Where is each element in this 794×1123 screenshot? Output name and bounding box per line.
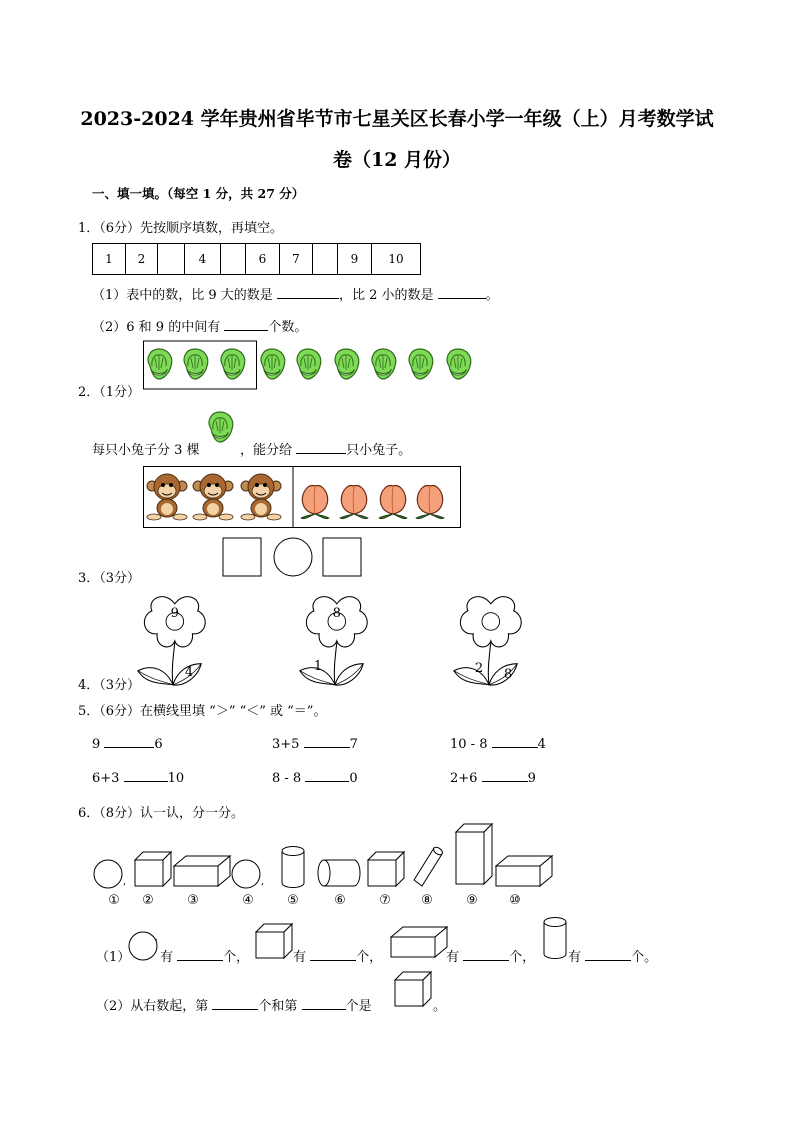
monkey-peach-picture [143,466,461,528]
q1-sub1: （1）表中的数，比 9 大的数是 ，比 2 小的数是 。 [92,284,499,303]
q2-text-a: 每只小兔子分 3 棵 [92,443,200,458]
answer-shapes [222,536,364,578]
q6-cuboid-count: 有 个， [446,946,535,965]
q2-text-b: ，能分给 只小兔子。 [240,439,411,458]
answer-blank[interactable] [104,734,154,748]
cylinder-icon [543,916,569,964]
cabbage-picture [143,340,485,390]
flower-leaf-number: 2 [474,661,484,676]
shape-number-label: ⑧ [421,893,433,908]
seq-cell: 4 [185,244,221,275]
shape-number-label: ① [108,893,120,908]
seq-cell: 9 [338,244,372,275]
compare-item: 8 - 8 0 [272,768,358,786]
q6-cube-count: 有 个， [293,946,382,965]
cube-icon [394,970,434,1010]
shape-number-label: ⑩ [509,893,521,908]
answer-box-square[interactable] [223,538,261,576]
seq-cell: 10 [372,244,421,275]
q6-stem: 6．（8分）认一认，分一分。 [78,806,245,821]
q1-stem: 1．（6分）先按顺序填数，再填空。 [78,221,284,236]
answer-blank[interactable] [302,996,346,1010]
cube-shape [368,852,404,886]
sphere-shape [232,860,260,888]
cuboid-shape [496,856,552,886]
flower-leaf-number: 1 [313,659,323,674]
shape-number-label: ⑦ [379,893,391,908]
shape-number-label: ② [142,893,154,908]
cube-shape [135,852,171,886]
seq-cell [158,244,185,275]
shape-number-label: ⑥ [334,893,346,908]
compare-item: 3+5 7 [272,734,358,752]
compare-item: 6+3 10 [92,768,184,786]
number-sequence-table [92,243,421,275]
seq-cell: 2 [126,244,158,275]
cylinder-shape [282,847,304,888]
flower-center-number: 8 [332,606,341,621]
rod-shape [414,846,444,886]
q1-sub2: （2）6 和 9 的中间有 个数。 [92,316,307,335]
q6-sub1-prefix: （1） [96,950,131,965]
seq-cell: 7 [280,244,313,275]
compare-item: 2+6 9 [450,768,536,786]
seq-cell: 6 [246,244,280,275]
shape-number-label: ③ [187,893,199,908]
answer-blank[interactable] [277,285,339,299]
answer-blank[interactable] [305,768,349,782]
shape-number-label: ④ [242,893,254,908]
q6-cylinder-count: 有 个。 [568,946,657,965]
svg-text:,: , [123,876,127,887]
sphere-shape [94,860,122,888]
answer-blank[interactable] [463,947,509,961]
q3-stem: 3．（3分） [78,571,141,586]
q6-sub2-end: 。 [433,999,447,1014]
compare-item: 10 - 8 4 [450,734,546,752]
cabbage-icon [205,407,237,447]
number-flowers [122,588,682,693]
section-heading: 一、填一填。（每空 1 分，共 27 分） [92,186,305,201]
cuboid-icon [390,926,448,960]
sphere-icon [128,930,162,964]
flower-center-number: 9 [170,606,179,621]
answer-blank[interactable] [310,947,356,961]
flower-leaf-number: 8 [503,667,513,682]
answer-box-circle[interactable] [274,538,312,576]
answer-blank[interactable] [177,947,223,961]
answer-blank[interactable] [585,947,631,961]
cube-icon [255,922,295,962]
q6-sub2: （2）从右数起，第 个和第 个是 [96,995,372,1014]
q2-stem: 2．（1分） [78,385,141,400]
tall-cuboid-shape [456,824,492,884]
answer-box-square[interactable] [323,538,361,576]
q5-stem: 5．（6分）在横线里填 “＞” “＜” 或 “＝”。 [78,704,327,719]
answer-blank[interactable] [304,734,350,748]
answer-blank[interactable] [212,996,258,1010]
svg-text:,: , [261,876,265,887]
compare-item: 9 6 [92,734,163,752]
answer-blank[interactable] [482,768,528,782]
seq-cell [221,244,246,275]
answer-blank[interactable] [438,285,486,299]
solid-shapes-row [90,822,560,914]
page-title-line1: 2023-2024 学年贵州省毕节市七星关区长春小学一年级（上）月考数学试 [80,108,714,130]
answer-blank[interactable] [492,734,538,748]
seq-cell: 1 [93,244,126,275]
shape-number-label: ⑤ [287,893,299,908]
cuboid-shape [174,856,230,886]
svg-text:,: , [155,933,158,943]
answer-blank[interactable] [124,768,168,782]
page-title-line2: 卷（12 月份） [332,149,462,171]
cylinder-lying-shape [318,860,360,886]
q4-stem: 4．（3分） [78,678,141,693]
flower-leaf-number: 4 [184,665,194,680]
answer-blank[interactable] [224,317,268,331]
seq-cell [313,244,338,275]
shape-number-label: ⑨ [466,893,478,908]
q6-sphere-count: 有 个， [160,946,249,965]
answer-blank[interactable] [296,440,346,454]
